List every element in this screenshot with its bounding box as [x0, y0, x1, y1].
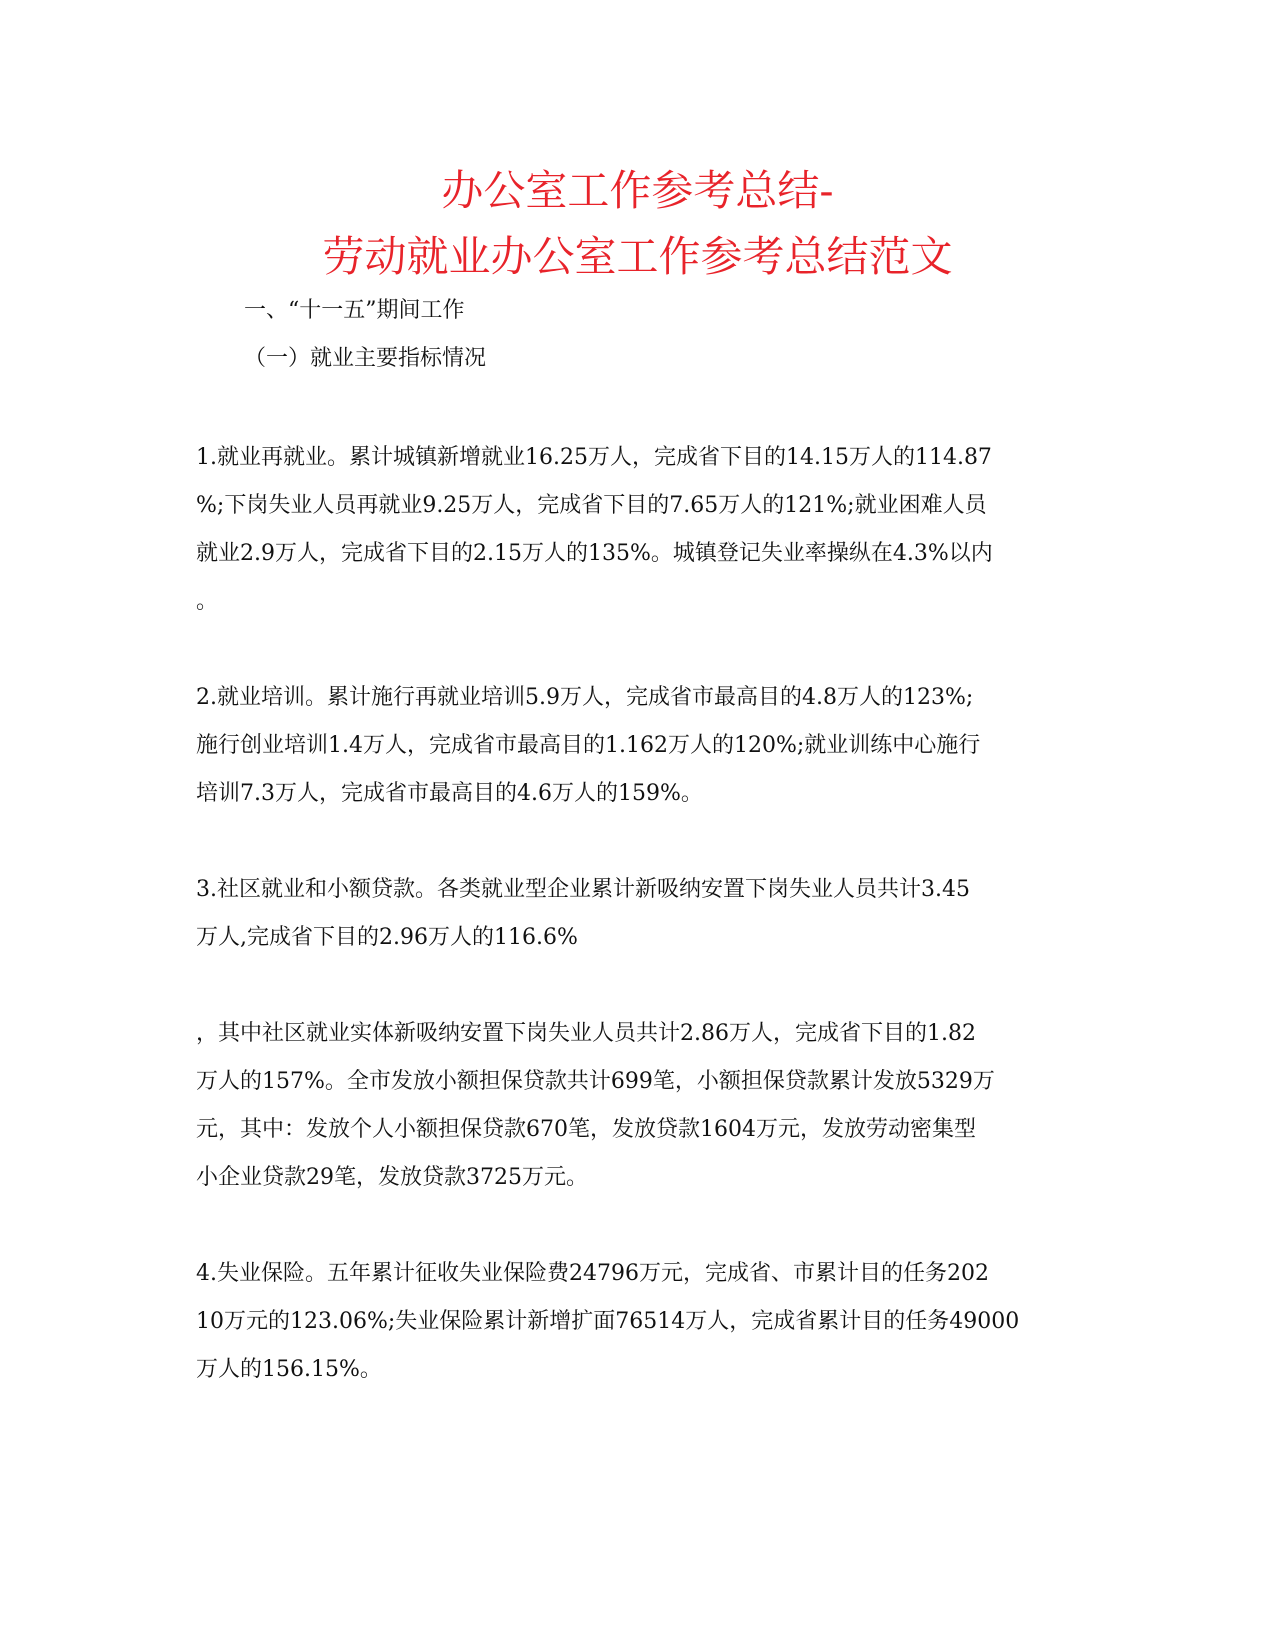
paragraph-line: 万人的156.15%。	[196, 1357, 382, 1382]
document-title-line-2: 劳动就业办公室工作参考总结范文	[322, 232, 953, 281]
paragraph-line: 1.就业再就业。累计城镇新增就业16.25万人，完成省下目的14.15万人的114.87	[196, 445, 992, 470]
document-title-line-1: 办公室工作参考总结-	[441, 166, 834, 215]
paragraph-unemployment-insurance	[196, 1250, 1076, 1394]
paragraph-line: ，其中社区就业实体新吸纳安置下岗失业人员共计2.86万人，完成省下目的1.82	[196, 1021, 976, 1046]
subsection-heading: （一）就业主要指标情况	[244, 346, 487, 371]
paragraph-line: 就业2.9万人，完成省下目的2.15万人的135%。城镇登记失业率操纵在4.3%以内	[196, 541, 993, 566]
paragraph-line: 元，其中：发放个人小额担保贷款670笔，发放贷款1604万元，发放劳动密集型	[196, 1117, 976, 1142]
paragraph-line: 施行创业培训1.4万人，完成省市最高目的1.162万人的120%;就业训练中心施行	[196, 733, 981, 758]
paragraph-community-employment	[196, 866, 1076, 962]
paragraph-employment-reemployment	[196, 434, 1076, 626]
paragraph-employment-training	[196, 674, 1076, 818]
paragraph-line: 培训7.3万人，完成省市最高目的4.6万人的159%。	[196, 781, 703, 806]
paragraph-line: 万人的157%。全市发放小额担保贷款共计699笔，小额担保贷款累计发放5329万	[196, 1069, 995, 1094]
section-heading: 一、“十一五”期间工作	[244, 298, 465, 323]
paragraph-line: 2.就业培训。累计施行再就业培训5.9万人，完成省市最高目的4.8万人的123%;	[196, 685, 974, 710]
paragraph-line: 万人,完成省下目的2.96万人的116.6%	[196, 925, 578, 950]
paragraph-community-employment-continued	[196, 1010, 1076, 1202]
paragraph-line: 4.失业保险。五年累计征收失业保险费24796万元，完成省、市累计目的任务202	[196, 1261, 989, 1286]
paragraph-line: 10万元的123.06%;失业保险累计新增扩面76514万人，完成省累计目的任务49000	[196, 1309, 1020, 1334]
paragraph-line: 。	[196, 589, 219, 614]
paragraph-line: %;下岗失业人员再就业9.25万人，完成省下目的7.65万人的121%;就业困难人员	[196, 493, 987, 518]
paragraph-line: 小企业贷款29笔，发放贷款3725万元。	[196, 1165, 588, 1190]
paragraph-line: 3.社区就业和小额贷款。各类就业型企业累计新吸纳安置下岗失业人员共计3.45	[196, 877, 970, 902]
